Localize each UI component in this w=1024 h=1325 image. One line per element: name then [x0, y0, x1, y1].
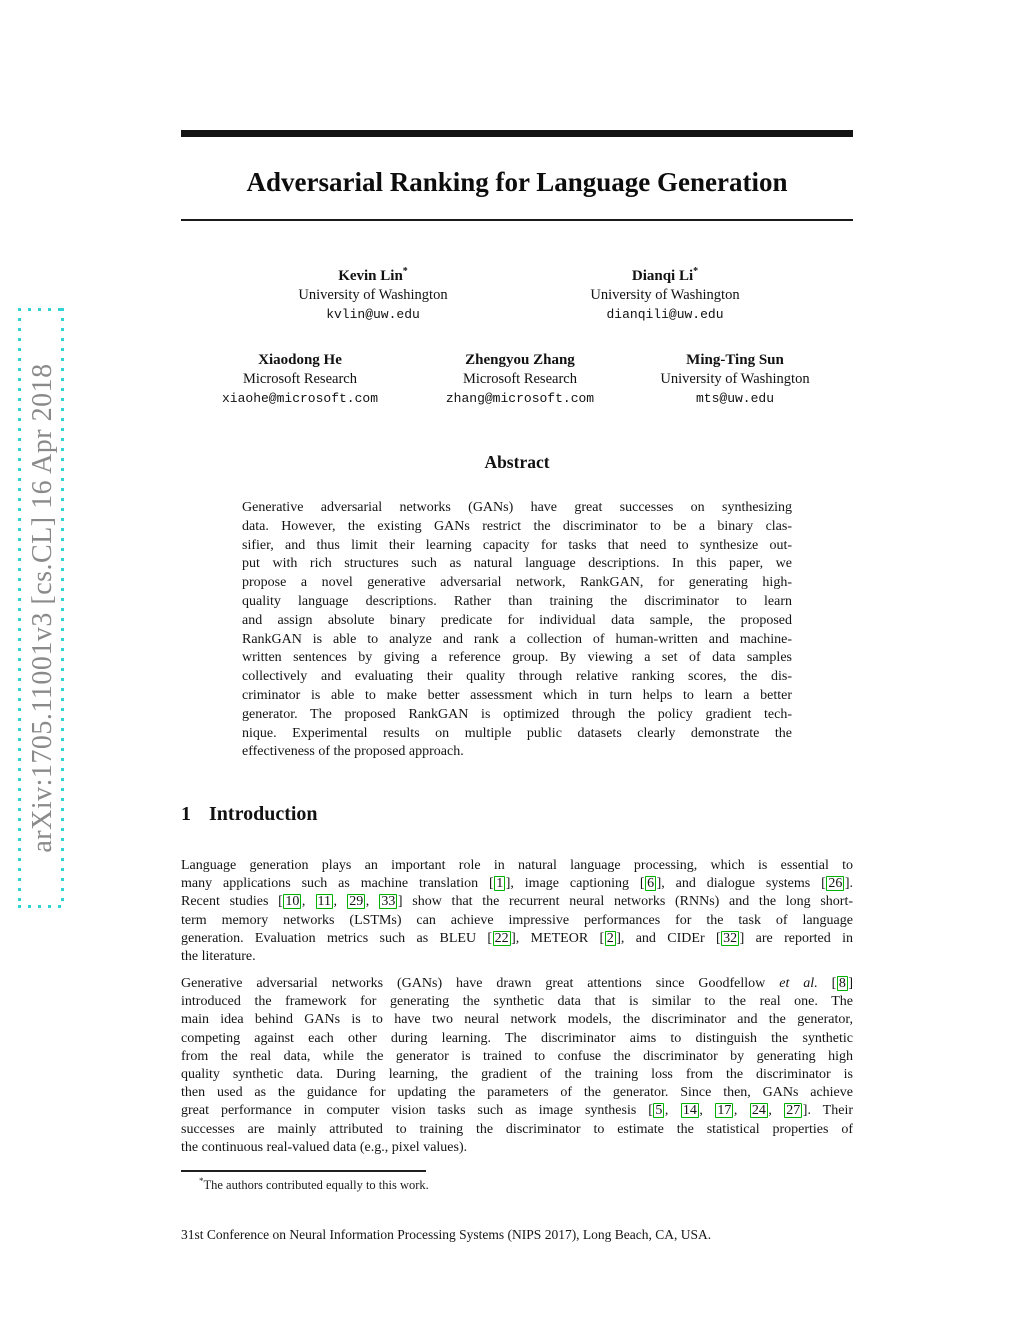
author-email: dianqili@uw.edu — [606, 307, 724, 322]
text-line: competing against each other during learning. The discriminator aims to distinguish the synthetic — [181, 1030, 853, 1046]
author-block — [253, 266, 493, 324]
citation-link[interactable]: 29 — [349, 894, 364, 910]
footnote-text: The authors contributed equally to this work. — [203, 1178, 429, 1193]
text-line: quality language descriptions. Rather than training the discriminator to learn — [242, 593, 792, 609]
author-affiliation: Microsoft Research — [243, 371, 357, 387]
intro-paragraph-1 — [181, 857, 853, 966]
stamp-dotted-border-left — [18, 308, 21, 908]
text-line: term memory networks (LSTMs) can achieve impressive performances for the task of language — [181, 912, 853, 928]
conference-footer: 31st Conference on Neural Information Processing Systems (NIPS 2017), Long Beach, CA, USA. — [181, 1227, 712, 1242]
citation-link[interactable]: 2 — [606, 930, 614, 946]
footnote — [181, 1176, 853, 1193]
author-email: zhang@microsoft.com — [445, 391, 595, 406]
author-affiliation: University of Washington — [298, 287, 448, 303]
author-name — [253, 266, 493, 286]
citation-link[interactable]: 32 — [723, 930, 738, 946]
text-line: RankGAN is able to analyze and rank a collection of human-written and machine- — [242, 631, 792, 647]
text-line: nique. Experimental results on multiple public datasets clearly demonstrate the — [242, 725, 792, 741]
author-name-text: Kevin Lin — [338, 268, 403, 284]
footnote-mark: * — [199, 1176, 204, 1186]
arxiv-stamp-text: arXiv:1705.11001v3 [cs.CL] 16 Apr 2018 — [27, 363, 58, 853]
citation-link[interactable]: 6 — [647, 876, 655, 892]
text-line: successes are mainly attributed to training the discriminator to estimate the statistical properties of — [181, 1121, 853, 1137]
author-email: kvlin@uw.edu — [326, 307, 420, 322]
text-line: and assign absolute binary predicate for individual data sample, the proposed — [242, 612, 792, 628]
title-rule-bottom — [181, 219, 853, 221]
text-line: Generative adversarial networks (GANs) have great successes on synthesizing — [242, 500, 792, 515]
citation-link[interactable]: 27 — [786, 1103, 801, 1119]
intro-paragraph-2 — [181, 975, 853, 1157]
text-line: main idea behind GANs is to have two neural network models, the discriminator and the generator, — [181, 1012, 853, 1028]
text-line: the continuous real-valued data (e.g., pixel values). — [181, 1139, 468, 1155]
author-name-text: Dianqi Li — [631, 268, 694, 284]
author-affiliation: University of Washington — [660, 371, 810, 387]
text-line: Generative adversarial networks (GANs) have drawn great attentions since Goodfellow et al. [ 8 ] — [181, 976, 853, 991]
author-block — [620, 350, 850, 408]
author-block — [185, 350, 415, 408]
author-email: xiaohe@microsoft.com — [221, 391, 379, 406]
citation-link[interactable]: 22 — [494, 930, 509, 946]
text-line: many applications such as machine translation [ 1 ], image captioning [ 6 ], and dialogue systems [ 26 ]. — [181, 876, 853, 892]
text-line: introduced the framework for generating the synthetic data that is similar to the real one. The — [181, 994, 853, 1010]
abstract-heading: Abstract — [484, 452, 550, 472]
text-line: generator. The proposed RankGAN is optimized through the policy gradient tech- — [242, 706, 792, 722]
text-line: great performance in computer vision tasks such as image synthesis [ 5 , 14 , 17 , 24 , 27 ]. Their — [181, 1103, 853, 1119]
section-number: 1 — [181, 803, 191, 825]
text-line: written sentences by giving a reference group. By viewing a set of data samples — [242, 650, 792, 666]
stamp-dotted-border-right — [61, 308, 64, 908]
title-rule-top — [181, 130, 853, 137]
author-name: Xiaodong He — [258, 352, 342, 368]
text-line: the literature. — [181, 949, 256, 965]
text-line: criminator is able to make better assessment which in turn helps to learn a better — [242, 687, 792, 703]
author-name: Ming-Ting Sun — [686, 352, 784, 368]
italic-text: et al. — [779, 976, 818, 991]
text-line: data. However, the existing GANs restrict the discriminator to be a binary clas- — [242, 518, 792, 534]
paper-title: Adversarial Ranking for Language Generation — [246, 167, 788, 197]
citation-link[interactable]: 14 — [682, 1103, 697, 1119]
citation-link[interactable]: 5 — [655, 1103, 663, 1119]
author-affiliation: University of Washington — [590, 287, 740, 303]
author-name — [545, 266, 785, 286]
author-block — [545, 266, 785, 324]
citation-link[interactable]: 10 — [285, 894, 300, 910]
author-affiliation: Microsoft Research — [463, 371, 577, 387]
author-block — [405, 350, 635, 408]
author-footnote-mark: * — [402, 266, 408, 277]
citation-link[interactable]: 24 — [751, 1103, 766, 1119]
text-line: quality synthetic data. During learning, the gradient of the training loss from the discriminator is — [181, 1067, 853, 1083]
text-line: propose a novel generative adversarial network, RankGAN, for generating high- — [242, 575, 792, 591]
text-line: effectiveness of the proposed approach. — [242, 744, 464, 760]
text-line: collectively and evaluating their quality through relative ranking scores, the dis- — [242, 669, 792, 685]
author-email: mts@uw.edu — [695, 391, 774, 406]
text-line: generation. Evaluation metrics such as BLEU [ 22 ], METEOR [ 2 ], and CIDEr [ 32 ] are reported in — [181, 930, 853, 946]
citation-link[interactable]: 1 — [496, 876, 504, 892]
text-line: then used as the guidance for updating the parameters of the generator. Since then, GANs achieve — [181, 1085, 853, 1101]
text-line: Language generation plays an important role in natural language processing, which is essential to — [181, 858, 853, 873]
citation-link[interactable]: 17 — [717, 1103, 732, 1119]
text-line: from the real data, while the generator is trained to confuse the discriminator by generating high — [181, 1048, 853, 1064]
citation-link[interactable]: 11 — [317, 894, 332, 910]
author-footnote-mark: * — [693, 266, 699, 277]
text-line: put with rich structures such as natural language descriptions. In this paper, we — [242, 556, 792, 572]
footnote-rule — [181, 1170, 426, 1172]
section-title: Introduction — [209, 803, 318, 825]
abstract-body — [242, 499, 792, 762]
section-heading-introduction — [181, 803, 853, 826]
citation-link[interactable]: 8 — [838, 976, 846, 991]
text-line: Recent studies [ 10 , 11 , 29 , 33 ] show that the recurrent neural networks (RNNs) and the long short- — [181, 894, 853, 910]
author-name: Zhengyou Zhang — [465, 352, 575, 368]
citation-link[interactable]: 26 — [828, 876, 843, 892]
citation-link[interactable]: 33 — [381, 894, 396, 910]
text-line: sifier, and thus limit their learning capacity for tasks that need to synthesize out- — [242, 537, 792, 553]
